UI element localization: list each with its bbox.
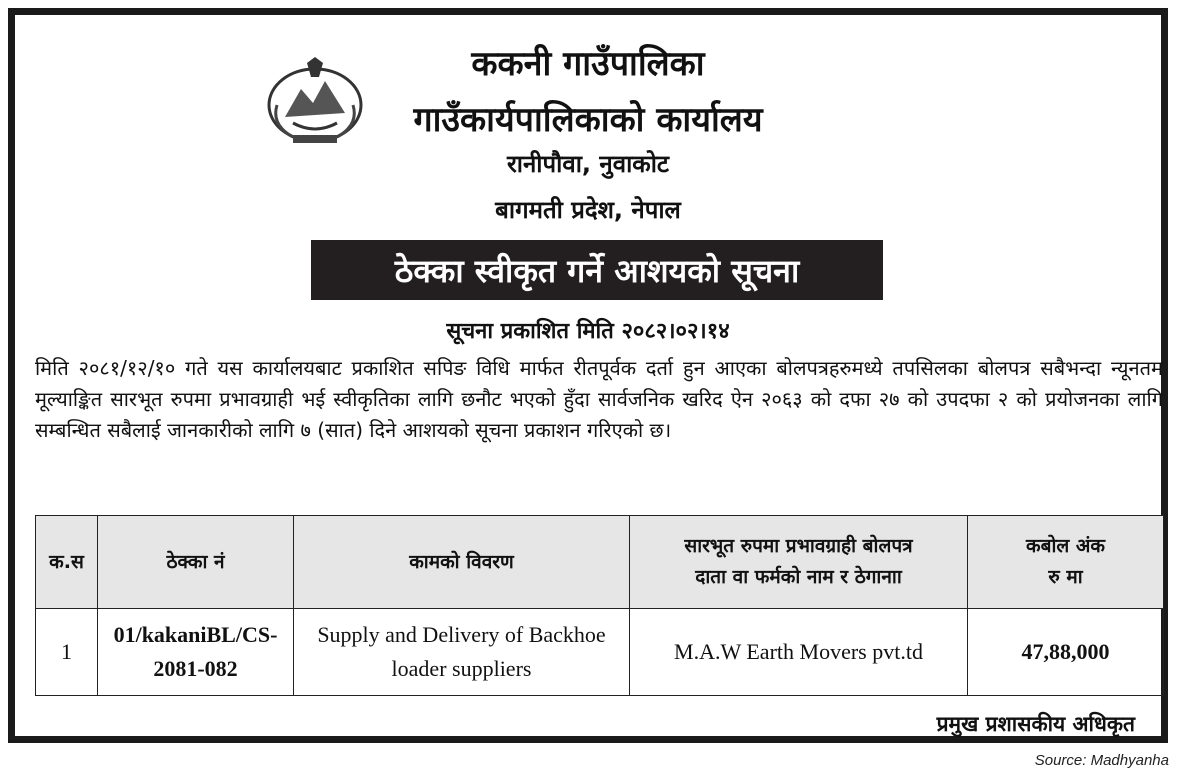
office-title: ककनी गाउँपालिका [471, 44, 705, 84]
cell-sn: 1 [36, 609, 98, 696]
address-line-1: रानीपौवा, नुवाकोट [506, 150, 670, 178]
signatory: प्रमुख प्रशासकीय अधिकृत [936, 712, 1135, 736]
header-amount-line2: रु मा [1048, 566, 1083, 588]
header-sn: क.स [36, 516, 98, 609]
published-date: सूचना प्रकाशित मिति २०८२।०२।१४ [446, 319, 730, 344]
cell-description-line1: Supply and Delivery of Backhoe [317, 622, 606, 647]
cell-amount: 47,88,000 [968, 609, 1164, 696]
header-amount-line1: कबोल अंक [1026, 535, 1105, 557]
source-credit: Source: Madhyanha [1034, 752, 1169, 769]
header-contract-no: ठेक्का नं [98, 516, 294, 609]
cell-description-line2: loader suppliers [391, 656, 532, 681]
address-line-2: बागमती प्रदेश, नेपाल [495, 196, 681, 224]
table-header-row [36, 516, 1164, 609]
cell-contract-no [98, 609, 294, 696]
cell-contract-no-line2: 2081-082 [153, 656, 238, 681]
office-subtitle: गाउँकार्यपालिकाको कार्यालय [413, 100, 763, 140]
header-bidder-line2: दाता वा फर्मको नाम र ठेगानाा [695, 566, 902, 588]
contract-table [35, 515, 1164, 696]
header-description: कामको विवरण [294, 516, 630, 609]
notice-body: मिति २०८१/१२/१० गते यस कार्यालयबाट प्रकाशित सपिङ विधि मार्फत रीतपूर्वक दर्ता हुन आएका बोलपत्रहरुमध्ये तपसिलका बोलपत्र सबैभन्दा न्यूनतम मूल्याङ्कित सारभूत रुपमा प्रभावग्राही भई स्वीकृतिका लागि छनौट भएको हुँदा सार्वजनिक खरिद ऐन २०६३ को दफा २७ को उपदफा २ को प्रयोजनका लागि सम्बन्धित सबैलाई जानकारीको लागि ७ (सात) दिने आशयको सूचना प्रकाशन गरिएको छ। [35, 356, 1163, 442]
notice-banner: ठेक्का स्वीकृत गर्ने आशयको सूचना [311, 240, 883, 300]
header-bidder-line1: सारभूत रुपमा प्रभावग्राही बोलपत्र [684, 535, 913, 557]
header-bidder [630, 516, 968, 609]
cell-bidder: M.A.W Earth Movers pvt.td [630, 609, 968, 696]
notice-frame [8, 8, 1168, 743]
cell-contract-no-line1: 01/kakaniBL/CS- [113, 622, 278, 647]
cell-description [294, 609, 630, 696]
table-row [36, 609, 1164, 696]
header-amount [968, 516, 1164, 609]
